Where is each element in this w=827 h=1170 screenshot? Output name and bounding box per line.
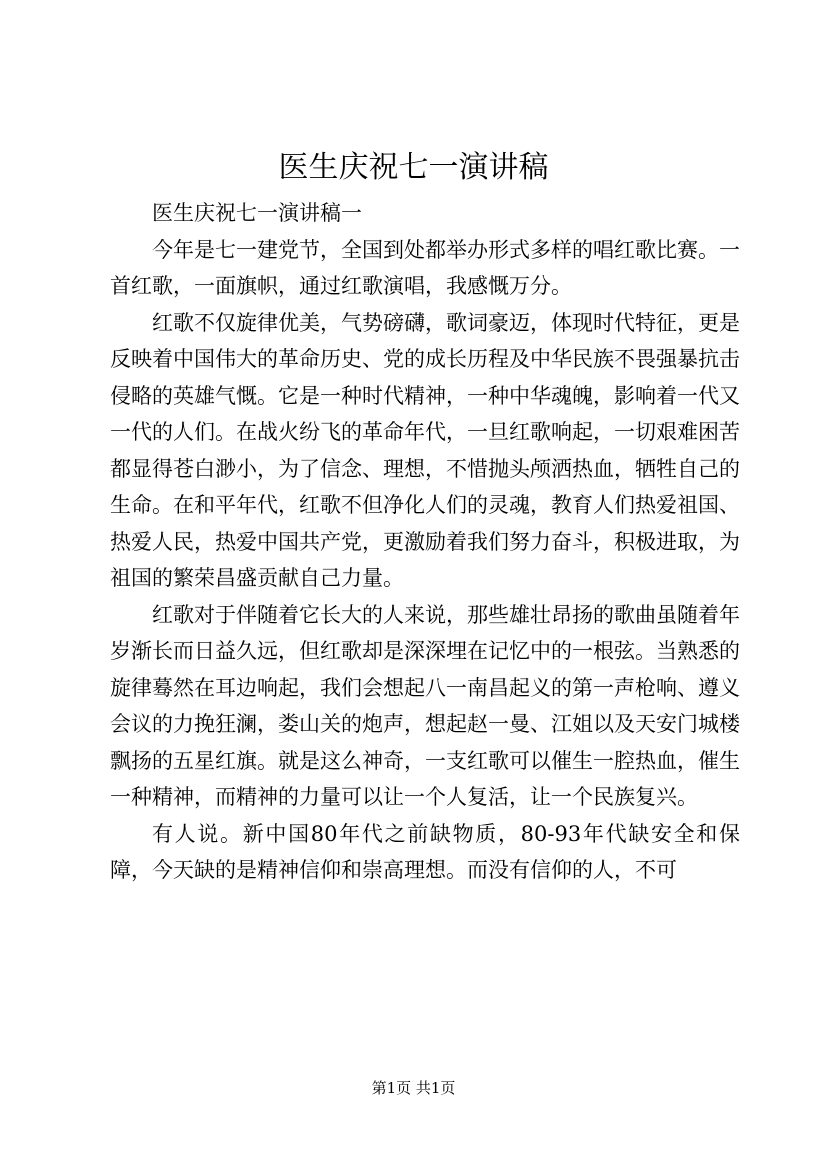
document-title: 医生庆祝七一演讲稿 [278, 150, 549, 185]
paragraph-2: 红歌不仅旋律优美，气势磅礴，歌词豪迈，体现时代特征，更是反映着中国伟大的革命历史、党的成长历程及中华民族不畏强暴抗击侵略的英雄气慨。它是一种时代精神，一种中华魂魄，影响着一代又一代的人们。在战火纷飞的革命年代，一旦红歌响起，一切艰难困苦都显得苍白渺小，为了信念、理想，不惜抛头颅洒热血，牺牲自己的生命。在和平年代，红歌不但净化人们的灵魂，教育人们热爱祖国、热爱人民，热爱中国共产党，更激励着我们努力奋斗，积极进取，为祖国的繁荣昌盛贡献自己力量。 [110, 310, 740, 590]
paragraph-4: 有人说。新中国80年代之前缺物质，80-93年代缺安全和保障，今天缺的是精神信仰和崇高理想。而没有信仰的人，不可 [110, 821, 740, 882]
document-body [110, 195, 740, 889]
paragraph-1: 今年是七一建党节，全国到处都举办形式多样的唱红歌比赛。一首红歌，一面旗帜，通过红歌演唱，我感慨万分。 [110, 237, 740, 298]
page-footer [0, 1078, 827, 1098]
paragraph-3: 红歌对于伴随着它长大的人来说，那些雄壮昂扬的歌曲虽随着年岁渐长而日益久远，但红歌却是深深埋在记忆中的一根弦。当熟悉的旋律蓦然在耳边响起，我们会想起八一南昌起义的第一声枪响、遵义会议的力挽狂澜，娄山关的炮声，想起赵一曼、江姐以及天安门城楼飘扬的五星红旗。就是这么神奇，一支红歌可以催生一腔热血，催生一种精神，而精神的力量可以让一个人复活，让一个民族复兴。 [110, 602, 740, 809]
page-number-label: 第1页 共1页 [371, 1079, 456, 1097]
paragraph-subtitle: 医生庆祝七一演讲稿一 [152, 201, 362, 225]
